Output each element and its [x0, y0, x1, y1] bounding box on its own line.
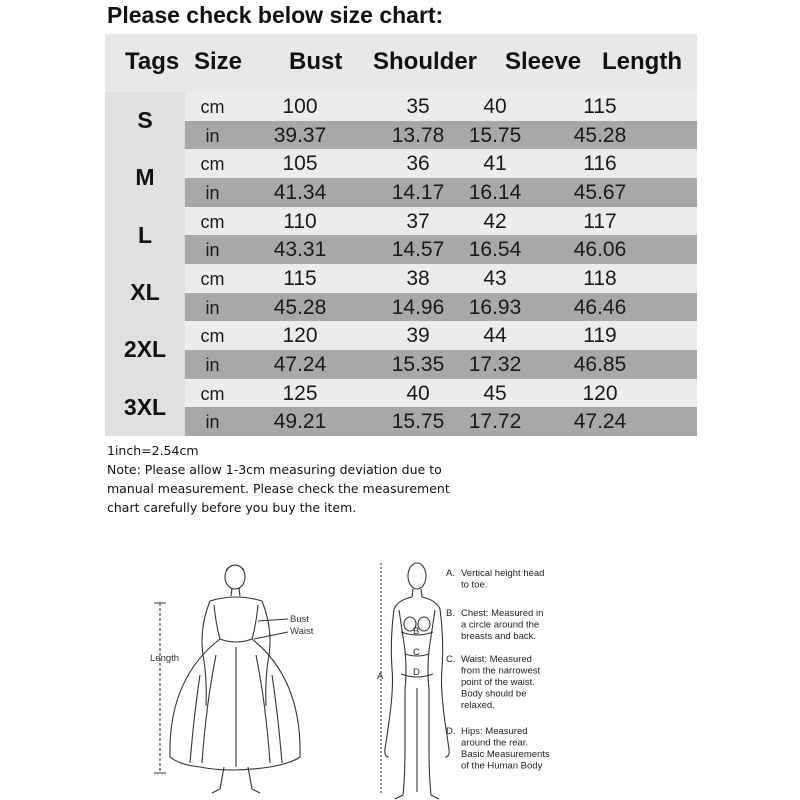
header-tags: Tags	[125, 48, 180, 75]
value-cell: 40	[406, 381, 430, 405]
unit-cell: in	[205, 297, 220, 318]
value-cell: 120	[282, 324, 318, 348]
value-cell: 40	[483, 95, 507, 118]
note-line: chart carefully before you buy the item.	[107, 500, 357, 515]
table-row-cm	[185, 321, 697, 350]
value-cell: 41	[483, 152, 507, 176]
legend-line: Body should be	[461, 688, 527, 700]
table-row-cm	[185, 207, 697, 236]
legend-line: point of the waist.	[461, 677, 535, 688]
table-row-cm	[185, 92, 697, 121]
header-shoulder: Shoulder	[373, 48, 478, 75]
table-row-cm	[185, 149, 697, 178]
table-row-in	[185, 407, 697, 436]
unit-cell: cm	[200, 154, 225, 175]
value-cell: 43.31	[273, 238, 327, 262]
value-cell: 38	[406, 266, 430, 290]
unit-cell: in	[205, 354, 220, 375]
legend-line: breasts and back.	[461, 631, 536, 642]
value-cell: 110	[283, 209, 317, 233]
note-line: manual measurement. Please check the measurement	[107, 481, 450, 496]
table-row-in	[185, 293, 697, 322]
value-cell: 47.24	[273, 352, 327, 376]
table-header	[105, 34, 697, 92]
length-label: Length	[150, 653, 180, 664]
value-cell: 16.54	[468, 238, 522, 262]
value-cell: 14.96	[391, 295, 445, 319]
value-cell: 35	[406, 95, 430, 118]
value-cell: 15.75	[391, 410, 445, 434]
unit-cell: in	[205, 412, 220, 433]
value-cell: 117	[583, 209, 617, 233]
table-row-cm	[185, 264, 697, 293]
value-cell: 118	[583, 266, 617, 290]
table-row-in	[185, 121, 697, 150]
value-cell: 46.46	[573, 295, 627, 319]
body-measurement-figure	[375, 558, 580, 800]
header-length: Length	[602, 48, 682, 75]
waist-label: Waist	[290, 626, 314, 637]
value-cell: 45	[483, 381, 507, 405]
value-cell: 45.28	[273, 295, 327, 319]
legend-letter: C.	[446, 654, 456, 665]
header-sleeve: Sleeve	[505, 48, 582, 75]
tags-column	[105, 92, 185, 436]
value-cell: 39.37	[273, 123, 327, 147]
header-bust: Bust	[289, 48, 343, 75]
unit-cell: in	[205, 125, 220, 146]
value-cell: 115	[283, 266, 317, 290]
marker-d: D	[413, 667, 420, 678]
size-tag: 2XL	[123, 336, 167, 363]
value-cell: 36	[406, 152, 430, 176]
value-cell: 15.75	[468, 123, 522, 147]
value-cell: 15.35	[391, 352, 445, 376]
notes-block	[107, 441, 487, 517]
page-title: Please check below size chart:	[107, 2, 444, 28]
table-row-in	[185, 235, 697, 264]
value-cell: 125	[282, 381, 318, 405]
legend-line: relaxed.	[461, 700, 495, 711]
value-cell: 17.32	[468, 352, 522, 376]
value-cell: 46.06	[573, 238, 627, 262]
value-cell: 14.57	[391, 238, 445, 262]
legend-line: around the rear.	[461, 737, 529, 749]
legend-line: from the narrowest	[461, 665, 541, 677]
legend-letter: B.	[446, 608, 455, 619]
size-tag: 3XL	[123, 393, 167, 420]
measurement-legend	[446, 568, 550, 772]
unit-cell: cm	[200, 211, 225, 232]
dress-measurement-figure	[140, 555, 340, 800]
value-cell: 16.14	[468, 180, 522, 204]
legend-letter: D.	[446, 726, 456, 737]
legend-letter: A.	[446, 568, 455, 579]
value-cell: 45.28	[573, 123, 627, 147]
table-row-in	[185, 178, 697, 207]
unit-cell: cm	[200, 326, 225, 347]
size-tag: XL	[130, 278, 160, 305]
header-size: Size	[194, 48, 243, 75]
value-cell: 47.24	[573, 410, 627, 434]
marker-a: A	[377, 671, 384, 682]
conversion-note: 1inch=2.54cm	[107, 443, 199, 458]
unit-cell: cm	[200, 268, 225, 289]
note-line: Note: Please allow 1-3cm measuring deviation due to	[107, 462, 442, 477]
value-cell: 43	[483, 266, 507, 290]
table-row-cm	[185, 379, 697, 408]
value-cell: 46.85	[573, 352, 627, 376]
unit-cell: cm	[200, 97, 225, 117]
size-tag: M	[135, 164, 155, 191]
value-cell: 45.67	[573, 180, 627, 204]
legend-line: Chest: Measured in	[461, 608, 544, 619]
value-cell: 39	[406, 324, 430, 348]
value-cell: 115	[583, 95, 617, 118]
size-chart-table	[105, 34, 697, 436]
value-cell: 13.78	[391, 123, 445, 147]
value-cell: 49.21	[273, 410, 327, 434]
value-cell: 119	[583, 324, 617, 348]
marker-b: B	[413, 626, 420, 637]
unit-cell: in	[205, 182, 220, 203]
table-row-in	[185, 350, 697, 379]
value-cell: 37	[406, 209, 430, 233]
value-cell: 41.34	[273, 180, 327, 204]
value-cell: 42	[483, 209, 507, 233]
legend-line: Hips: Measured	[461, 726, 528, 737]
legend-line: Basic Measurements	[461, 749, 550, 760]
value-cell: 16.93	[468, 295, 522, 319]
unit-cell: in	[205, 240, 220, 261]
value-cell: 120	[582, 381, 618, 405]
legend-line: Vertical height head	[461, 568, 545, 579]
value-cell: 17.72	[468, 410, 522, 434]
legend-line: Waist: Measured	[461, 654, 532, 665]
unit-cell: cm	[200, 383, 225, 404]
legend-line: of the Human Body	[461, 760, 543, 772]
value-cell: 14.17	[391, 180, 445, 204]
bust-label: Bust	[290, 614, 310, 625]
marker-c: C	[413, 647, 420, 658]
size-tag: L	[137, 221, 153, 248]
size-tag: S	[137, 107, 153, 133]
value-cell: 100	[282, 95, 318, 118]
legend-line: to toe.	[461, 579, 488, 591]
value-cell: 116	[583, 152, 617, 176]
legend-line: a circle around the	[461, 619, 540, 631]
value-cell: 44	[483, 324, 507, 348]
value-cell: 105	[282, 152, 318, 176]
